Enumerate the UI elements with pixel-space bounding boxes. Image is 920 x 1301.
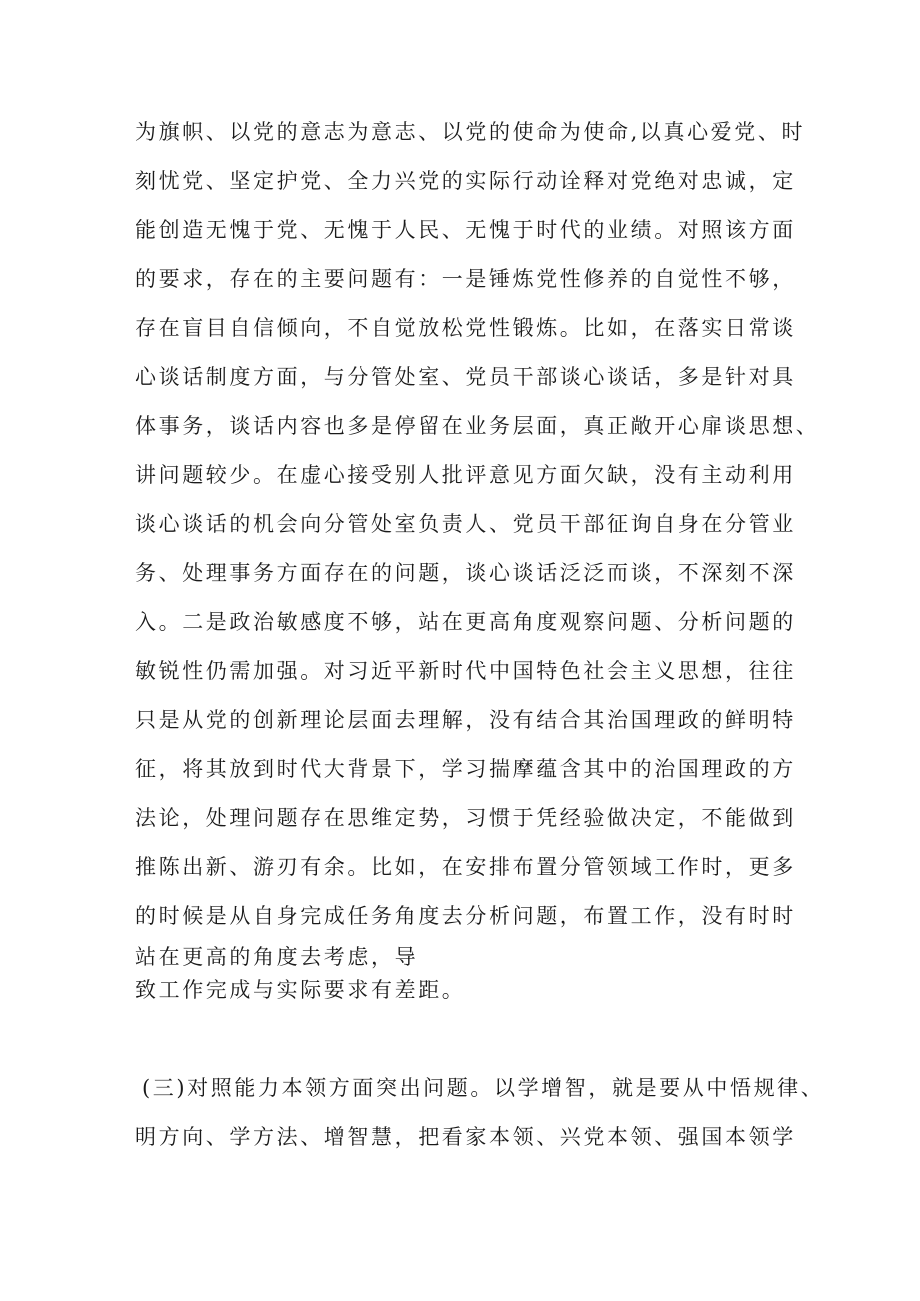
text-line: 刻忧党、坚定护党、全力兴党的实际行动诠释对党绝对忠诚，定 <box>135 169 796 193</box>
text-line: 存在盲目自信倾向，不自觉放松党性锻炼。比如，在落实日常谈 <box>135 316 796 340</box>
text-line: 站在更高的角度去考虑，导 <box>135 945 419 969</box>
text-line: 法论，处理问题存在思维定势，习惯于凭经验做决定，不能做到 <box>135 806 796 830</box>
text-line: 的时候是从自身完成任务角度去分析问题，布置工作，没有时时 <box>135 904 796 928</box>
text-line: 征，将其放到时代大背景下，学习揣摩蕴含其中的治国理政的方 <box>135 757 796 781</box>
text-line: 为旗帜、以党的意志为意志、以党的使命为使命,以真心爱党、时 <box>135 120 806 144</box>
text-line: 务、处理事务方面存在的问题，谈心谈话泛泛而谈，不深刻不深 <box>135 561 796 585</box>
text-line: 推陈出新、游刃有余。比如，在安排布置分管领域工作时，更多 <box>135 855 796 879</box>
section-heading-line: (三)对照能力本领方面突出问题。以学增智，就是要从中悟规律、 <box>142 1076 825 1100</box>
text-line: 只是从党的创新理论层面去理解，没有结合其治国理政的鲜明特 <box>135 708 796 732</box>
text-line: 入。二是政治敏感度不够，站在更高角度观察问题、分析问题的 <box>135 610 796 634</box>
text-line: 讲问题较少。在虚心接受别人批评意见方面欠缺，没有主动利用 <box>135 463 796 487</box>
text-line: 心谈话制度方面，与分管处室、党员干部谈心谈话，多是针对具 <box>135 365 796 389</box>
text-line: 敏锐性仍需加强。对习近平新时代中国特色社会主义思想，往往 <box>135 659 796 683</box>
text-line: 能创造无愧于党、无愧于人民、无愧于时代的业绩。对照该方面 <box>135 218 796 242</box>
text-line: 明方向、学方法、增智慧，把看家本领、兴党本领、强国本领学 <box>135 1125 796 1149</box>
text-line: 体事务，谈话内容也多是停留在业务层面，真正敞开心扉谈思想、 <box>135 414 820 438</box>
text-line: 致工作完成与实际要求有差距。 <box>135 978 466 1002</box>
text-line: 谈心谈话的机会向分管处室负责人、党员干部征询自身在分管业 <box>135 512 796 536</box>
text-line: 的要求，存在的主要问题有：一是锤炼党性修养的自觉性不够， <box>135 267 796 291</box>
